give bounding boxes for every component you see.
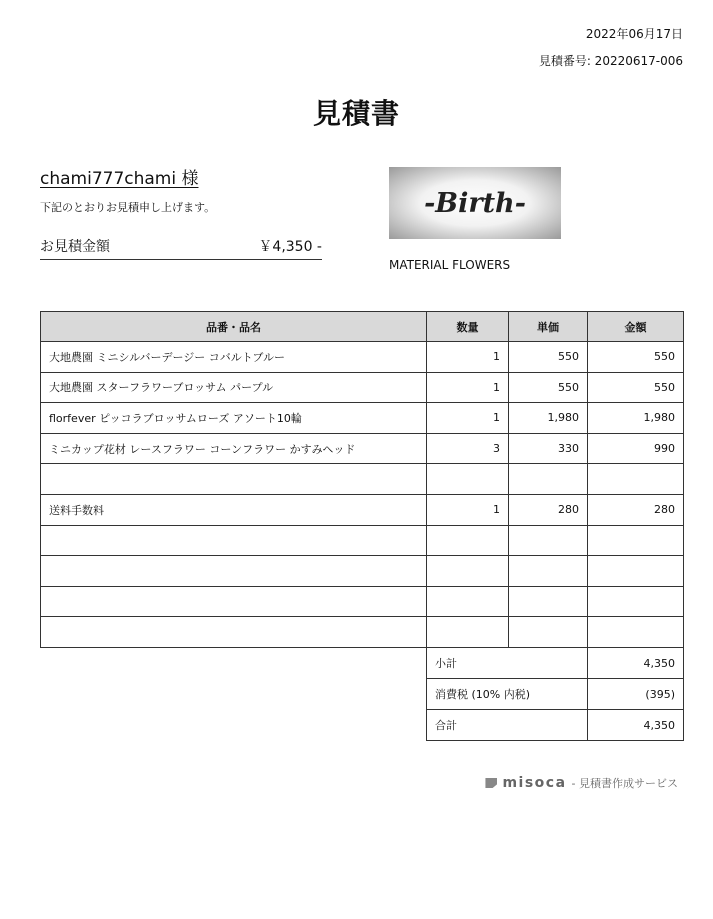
item-unit-price: 330 [509,433,588,464]
total-value: 4,350 [588,710,684,741]
item-name [41,525,427,556]
item-name [41,556,427,587]
item-amount: 550 [588,342,684,373]
item-amount: 280 [588,494,684,525]
item-name [41,586,427,617]
item-unit-price: 280 [509,494,588,525]
subtotal-label: 小計 [427,648,588,679]
intro-text: 下記のとおりお見積申し上げます。 [40,201,216,214]
item-name [41,617,427,648]
header-amount: 金額 [588,312,684,342]
item-unit-price [509,586,588,617]
item-amount [588,525,684,556]
header-item-name: 品番・品名 [41,312,427,342]
table-row [41,372,684,403]
item-name: 大地農園 ミニシルバーデージー コバルトブルー [41,342,427,373]
item-unit-price: 550 [509,372,588,403]
summary-row-subtotal [427,648,684,679]
item-amount: 550 [588,372,684,403]
total-label: 合計 [427,710,588,741]
misoca-logo-icon [485,778,497,788]
quote-amount-value: ￥4,350 - [258,239,322,255]
item-name: ミニカップ花材 レースフラワー コーンフラワー かすみヘッド [41,433,427,464]
item-amount [588,556,684,587]
item-quantity [427,586,509,617]
item-amount: 1,980 [588,403,684,434]
table-row [41,586,684,617]
tax-label: 消費税 (10% 内税) [427,679,588,710]
item-quantity [427,464,509,495]
item-quantity: 1 [427,403,509,434]
footer-brand: misoca [502,775,567,791]
table-row [41,342,684,373]
table-row [41,494,684,525]
items-header-row [41,312,684,342]
item-unit-price [509,464,588,495]
item-amount: 990 [588,433,684,464]
item-unit-price [509,617,588,648]
item-unit-price: 550 [509,342,588,373]
item-quantity: 1 [427,372,509,403]
table-row [41,556,684,587]
item-name: florfever ピッコラブロッサムローズ アソート10輪 [41,403,427,434]
items-table [40,311,684,648]
quote-number: 見積番号: 20220617-006 [538,54,683,68]
quote-amount-label: お見積金額 [40,239,110,255]
quote-amount [40,236,322,260]
item-name: 大地農園 スターフラワーブロッサム パープル [41,372,427,403]
item-quantity: 3 [427,433,509,464]
item-amount [588,617,684,648]
customer-name: chami777chami 様 [40,169,199,189]
document-title: 見積書 [312,97,400,130]
company-name: MATERIAL FLOWERS [389,258,511,272]
item-unit-price [509,556,588,587]
footer-tagline: - 見積書作成サービス [571,777,678,790]
header-quantity: 数量 [427,312,509,342]
table-row [41,403,684,434]
summary-table [426,647,684,741]
item-unit-price [509,525,588,556]
item-amount [588,586,684,617]
table-row [41,525,684,556]
item-quantity [427,617,509,648]
item-quantity [427,525,509,556]
tax-value: (395) [588,679,684,710]
item-amount [588,464,684,495]
company-logo: -Birth- [389,167,561,239]
table-row [41,464,684,495]
table-row [41,617,684,648]
item-name: 送料手数料 [41,494,427,525]
item-unit-price: 1,980 [509,403,588,434]
header-unit-price: 単価 [509,312,588,342]
summary-row-tax [427,679,684,710]
item-quantity: 1 [427,342,509,373]
item-quantity: 1 [427,494,509,525]
item-quantity [427,556,509,587]
footer [485,775,678,791]
item-name [41,464,427,495]
issue-date: 2022年06月17日 [585,27,683,41]
subtotal-value: 4,350 [588,648,684,679]
table-row [41,433,684,464]
summary-row-total [427,710,684,741]
